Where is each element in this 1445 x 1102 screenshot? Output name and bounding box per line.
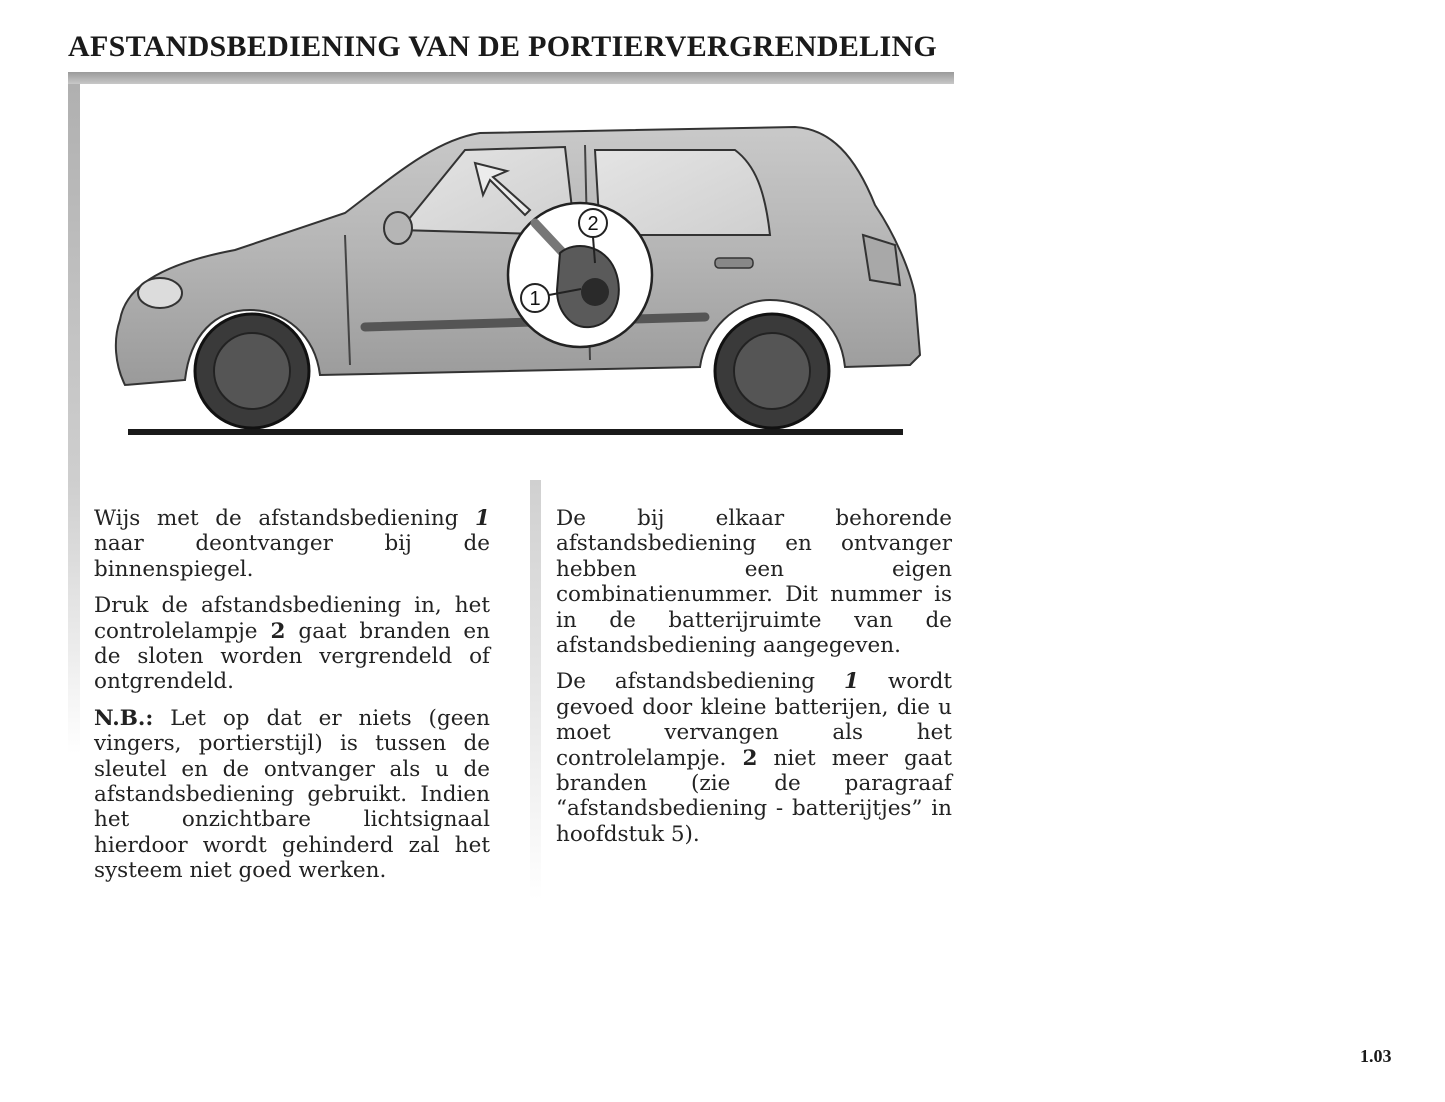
headlight [138,278,182,308]
left-margin-bar [68,84,80,754]
right-column [556,506,952,858]
paragraph-combination-number: De bij elkaar behorende afstandsbediening en ontvanger hebben een eigen combinatienummer. Dit nummer is in de batterijruimte van de afstandsbediening aangegeven. [556,506,952,659]
mirror [384,212,412,244]
column-divider-bar [530,480,541,900]
paragraph-press-remote: Druk de afstandsbediening in, het controlelampje 2 gaat branden en de sloten worden vergrendeld of ontgrendeld. [94,593,490,695]
left-column [94,506,490,895]
door-handle [715,258,753,268]
ground-line [128,429,903,435]
paragraph-point-remote: Wijs met de afstandsbediening 1 naar deontvanger bij de binnenspiegel. [94,506,490,582]
paragraph-note: N.B.: Let op dat er niets (geen vingers, portierstijl) is tussen de sleutel en de ontvanger als u de afstandsbediening gebruikt. Indien het onzichtbare lichtsignaal hierdoor wordt gehinderd zal het systeem niet goed werken. [94,705,490,884]
note-label: N.B.: [94,705,154,731]
title-rule [68,72,954,84]
callout-2-label: 2 [587,213,599,235]
callout-1-label: 1 [529,288,541,310]
paragraph-batteries: De afstandsbediening 1 wordt gevoed door kleine batterijen, die u moet vervangen als het controlelampje. 2 niet meer gaat branden (zie de paragraaf “afstandsbediening - batterijtjes” in hoofdstuk 5). [556,669,952,847]
car-illustration [95,95,935,455]
page-number: 1.03 [1360,1046,1392,1066]
page-title: AFSTANDSBEDIENING VAN DE PORTIERVERGRENDELING [68,30,938,63]
